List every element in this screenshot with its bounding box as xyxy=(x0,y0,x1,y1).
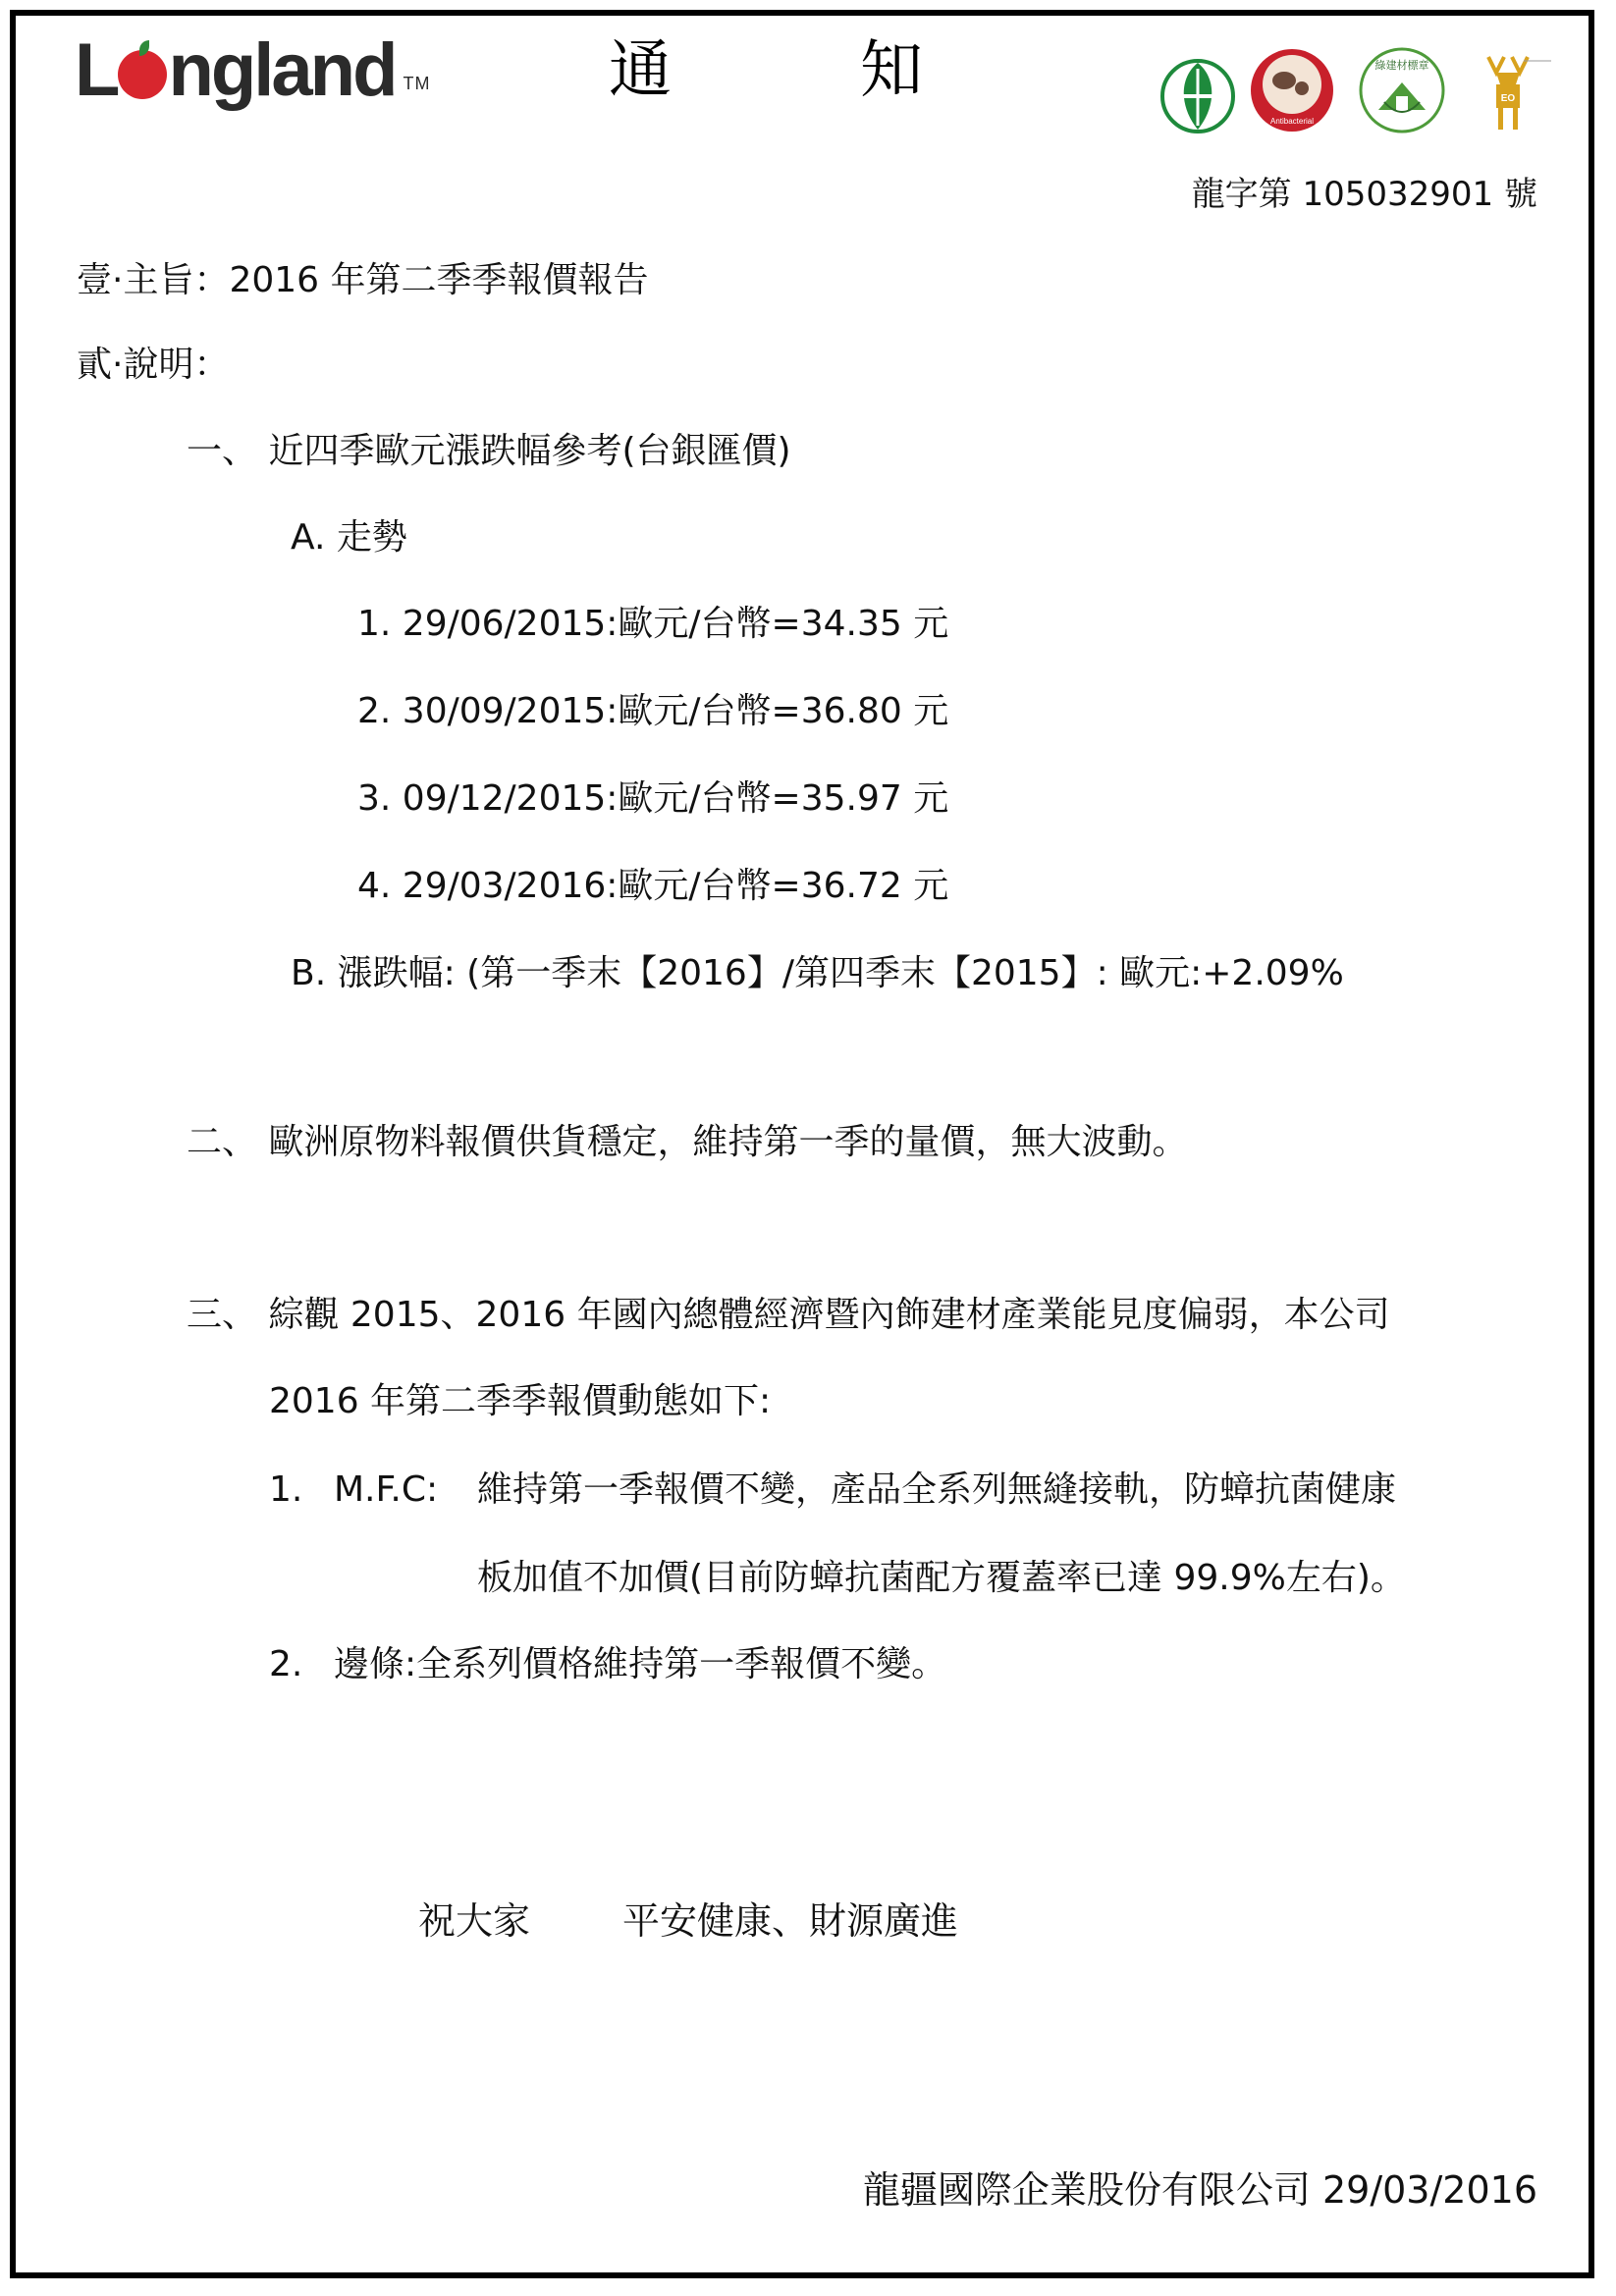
green-building-text: 綠建材標章 xyxy=(1374,59,1429,72)
section-3-line-2: 2016 年第二季季報價動態如下: xyxy=(269,1381,772,1421)
eo-text: EO xyxy=(1500,93,1516,104)
antibacterial-badge-icon xyxy=(1251,49,1333,132)
explanation-heading: 貳·說明： xyxy=(77,345,230,385)
section-3-item-1-label: M.F.C: xyxy=(334,1469,439,1510)
list-item: 1. 29/06/2015:歐元/台幣=34.35 元 xyxy=(357,604,949,644)
title-char-2: 知 xyxy=(860,34,923,107)
title-char-1: 通 xyxy=(609,34,672,107)
section-3-item-1-line-2: 板加值不加價(目前防蟑抗菌配方覆蓋率已達 99.9%左右)。 xyxy=(477,1558,1406,1598)
green-building-material-icon xyxy=(1361,49,1443,132)
section-3-item-2-number: 2. xyxy=(269,1644,303,1684)
section-3-item-1-number: 1. xyxy=(269,1469,303,1510)
list-item: 3. 09/12/2015:歐元/台幣=35.97 元 xyxy=(357,778,949,819)
section-1-trend: A. 走勢 xyxy=(291,517,407,558)
list-item: 2. 30/09/2015:歐元/台幣=36.80 元 xyxy=(357,691,949,731)
greeting-2: 平安健康、財源廣進 xyxy=(622,1899,959,1943)
section-2: 二、 歐洲原物料報價供貨穩定，維持第一季的量價，無大波動。 xyxy=(187,1122,1188,1162)
section-3-item-1-line-1: 維持第一季報價不變，產品全系列無縫接軌，防蟑抗菌健康 xyxy=(477,1469,1397,1510)
green-mark-icon xyxy=(1162,61,1233,132)
antibacterial-text: Antibacterial xyxy=(1269,117,1315,126)
eo-deer-icon xyxy=(1488,57,1551,130)
company-signoff: 龍疆國際企業股份有限公司 29/03/2016 xyxy=(862,2168,1537,2212)
greeting-1: 祝大家 xyxy=(418,1899,531,1943)
section-3-item-2-text: 邊條:全系列價格維持第一季報價不變。 xyxy=(334,1644,947,1684)
certification-badges xyxy=(1158,39,1551,137)
section-1-change: B. 漲跌幅: (第一季末【2016】/第四季末【2015】: 歐元:+2.09% xyxy=(291,953,1344,993)
longland-logo: L ngland TM xyxy=(75,28,431,112)
apple-icon xyxy=(118,50,167,99)
section-1-heading: 一、 近四季歐元漲跌幅參考(台銀匯價) xyxy=(187,431,791,471)
list-item: 4. 29/03/2016:歐元/台幣=36.72 元 xyxy=(357,866,949,906)
subject-line: 壹·主旨：2016 年第二季季報價報告 xyxy=(77,260,649,300)
section-3-line-1: 三、 綜觀 2015、2016 年國內總體經濟暨內飾建材產業能見度偏弱，本公司 xyxy=(187,1295,1390,1335)
reference-number: 龍字第 105032901 號 xyxy=(1191,175,1537,214)
